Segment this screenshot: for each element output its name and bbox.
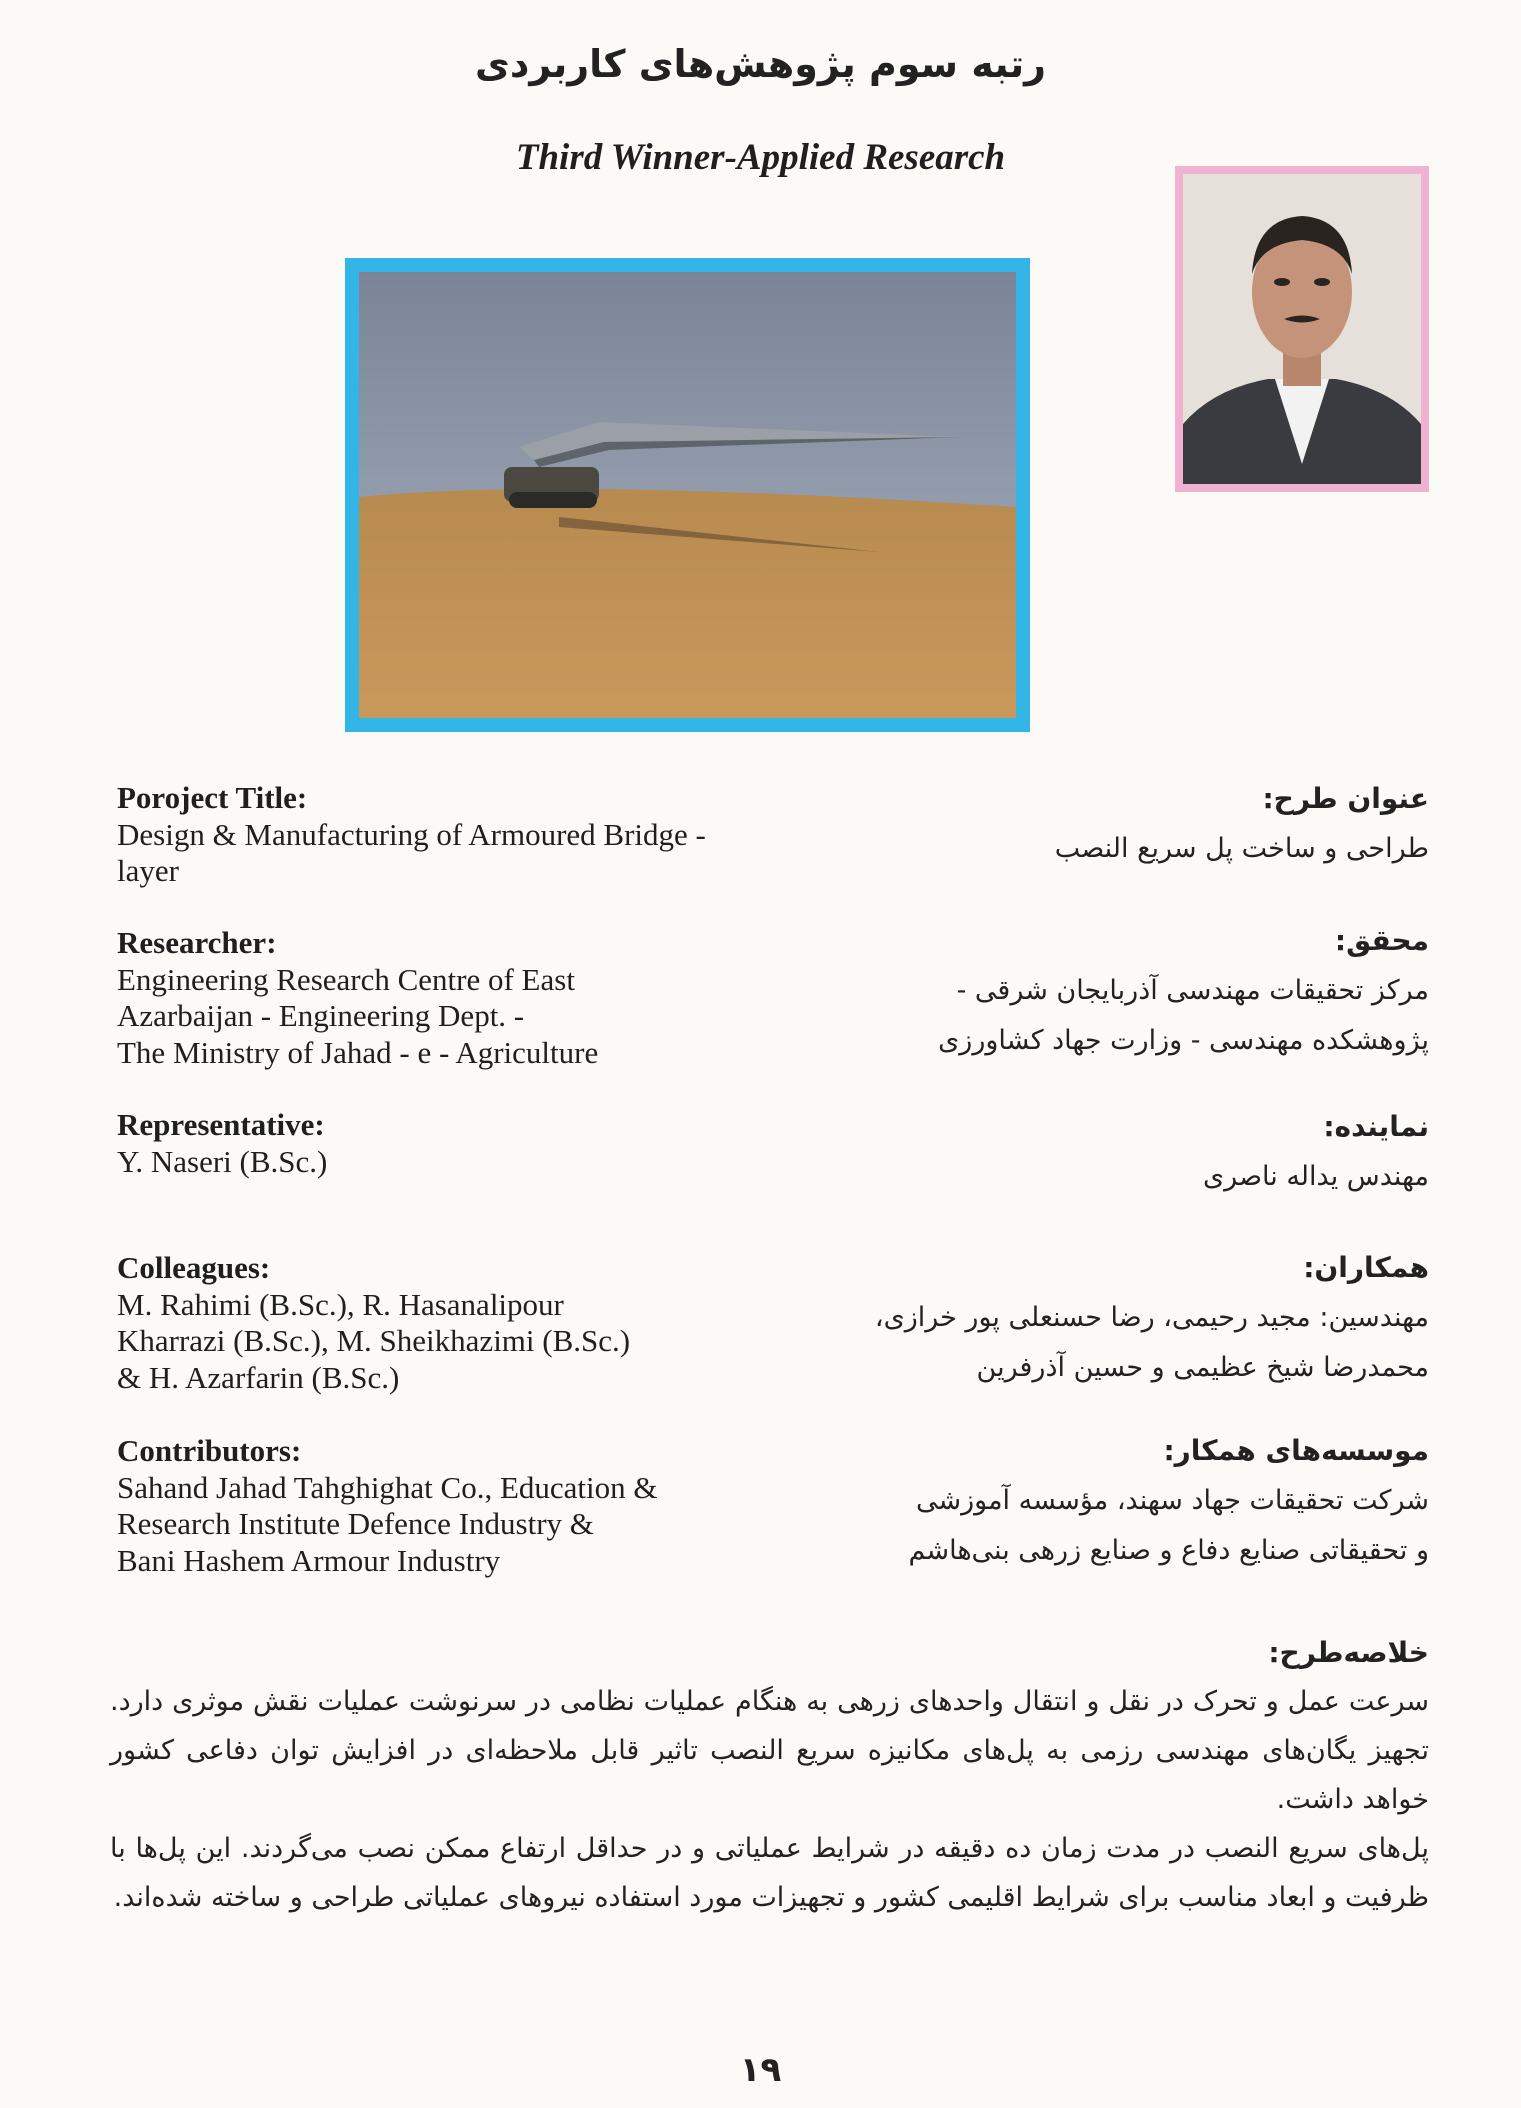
researcher-label-fa: محقق:	[1334, 924, 1429, 957]
representative-fa	[709, 1102, 1429, 1202]
colleagues-line-fa: مهندسین: مجید رحیمی، رضا حسنعلی پور خرازی،	[874, 1302, 1429, 1333]
contributors-line-fa: و تحقیقاتی صنایع دفاع و صنایع زرهی بنی‌هاشم	[908, 1535, 1429, 1566]
colleagues-line: M. Rahimi (B.Sc.), R. Hasanalipour	[117, 1286, 564, 1322]
page-title-persian: رتبه سوم پژوهش‌های کاربردی	[475, 42, 1046, 86]
researcher-en	[117, 925, 757, 1071]
project-title-line: layer	[117, 853, 179, 888]
project-title-line: Design & Manufacturing of Armoured Bridge -	[117, 816, 706, 852]
representative-en	[117, 1107, 757, 1180]
project-title-label: Poroject Title:	[117, 780, 308, 815]
contributors-fa	[709, 1426, 1429, 1576]
summary-paragraph: پل‌های سریع النصب در مدت زمان ده دقیقه در شرایط عملیاتی و در حداقل ارتفاع ممکن نصب می‌گردند. این پل‌ها با ظرفیت و ابعاد مناسب برای شرایط اقلیمی کشور و تجهیزات مورد استفاده نیروهای عملیاتی طراحی و ساخته شده‌اند.	[110, 1833, 1429, 1913]
researcher-fa	[709, 916, 1429, 1066]
researcher-line-fa: پژوهشکده مهندسی - وزارت جهاد کشاورزی	[938, 1025, 1429, 1056]
contributors-line: Bani Hashem Armour Industry	[117, 1542, 501, 1578]
contributors-line-fa: شرکت تحقیقات جهاد سهند، مؤسسه آموزشی	[915, 1485, 1429, 1516]
project-title-line-fa: طراحی و ساخت پل سریع النصب	[1054, 833, 1429, 864]
project-summary	[110, 1628, 1429, 1922]
armoured-bridge-photo	[345, 258, 1030, 732]
researcher-label: Researcher:	[117, 925, 277, 960]
researcher-line: The Ministry of Jahad - e - Agriculture	[117, 1034, 599, 1070]
colleagues-line-fa: محمدرضا شیخ عظیمی و حسین آذرفرین	[976, 1352, 1429, 1383]
page-number: ۱۹	[739, 2050, 782, 2090]
colleagues-label-fa: همکاران:	[1303, 1251, 1429, 1284]
representative-line: Y. Naseri (B.Sc.)	[117, 1143, 328, 1179]
contributors-label: Contributors:	[117, 1433, 302, 1468]
portrait-image	[1183, 174, 1421, 484]
project-title-label-fa: عنوان طرح:	[1262, 782, 1429, 815]
contributors-line: Sahand Jahad Tahghighat Co., Education &	[117, 1469, 658, 1505]
colleagues-line: & H. Azarfarin (B.Sc.)	[117, 1359, 400, 1395]
bridge-layer-image	[359, 272, 1016, 718]
contributors-line: Research Institute Defence Industry &	[117, 1506, 594, 1541]
colleagues-fa	[709, 1243, 1429, 1393]
representative-label: Representative:	[117, 1107, 325, 1142]
representative-line-fa: مهندس یداله ناصری	[1203, 1161, 1429, 1192]
summary-paragraph: سرعت عمل و تحرک در نقل و انتقال واحدهای زرهی به هنگام عملیات نظامی در سرنوشت عملیات نقش موثری دارد. تجهیز یگان‌های مهندسی رزمی به پل‌های مکانیزه سریع النصب تاثیر قابل ملاحظه‌ای در افزایش توان دفاعی کشور خواهد داشت.	[110, 1686, 1429, 1815]
representative-label-fa: نماینده:	[1323, 1110, 1429, 1143]
contributors-en	[117, 1433, 757, 1579]
colleagues-line: Kharrazi (B.Sc.), M. Sheikhazimi (B.Sc.)	[117, 1323, 631, 1358]
researcher-line: Azarbaijan - Engineering Dept. -	[117, 998, 525, 1033]
summary-label: خلاصه‌طرح:	[1268, 1636, 1429, 1669]
page-title-english: Third Winner-Applied Research	[515, 137, 1006, 178]
colleagues-en	[117, 1250, 757, 1396]
researcher-line: Engineering Research Centre of East	[117, 961, 575, 997]
researcher-line-fa: مرکز تحقیقات مهندسی آذربایجان شرقی -	[956, 975, 1429, 1006]
project-title-en	[117, 780, 757, 890]
contributors-label-fa: موسسه‌های همکار:	[1163, 1434, 1429, 1467]
colleagues-label: Colleagues:	[117, 1250, 271, 1285]
researcher-portrait	[1175, 166, 1429, 492]
project-title-fa	[709, 774, 1429, 874]
